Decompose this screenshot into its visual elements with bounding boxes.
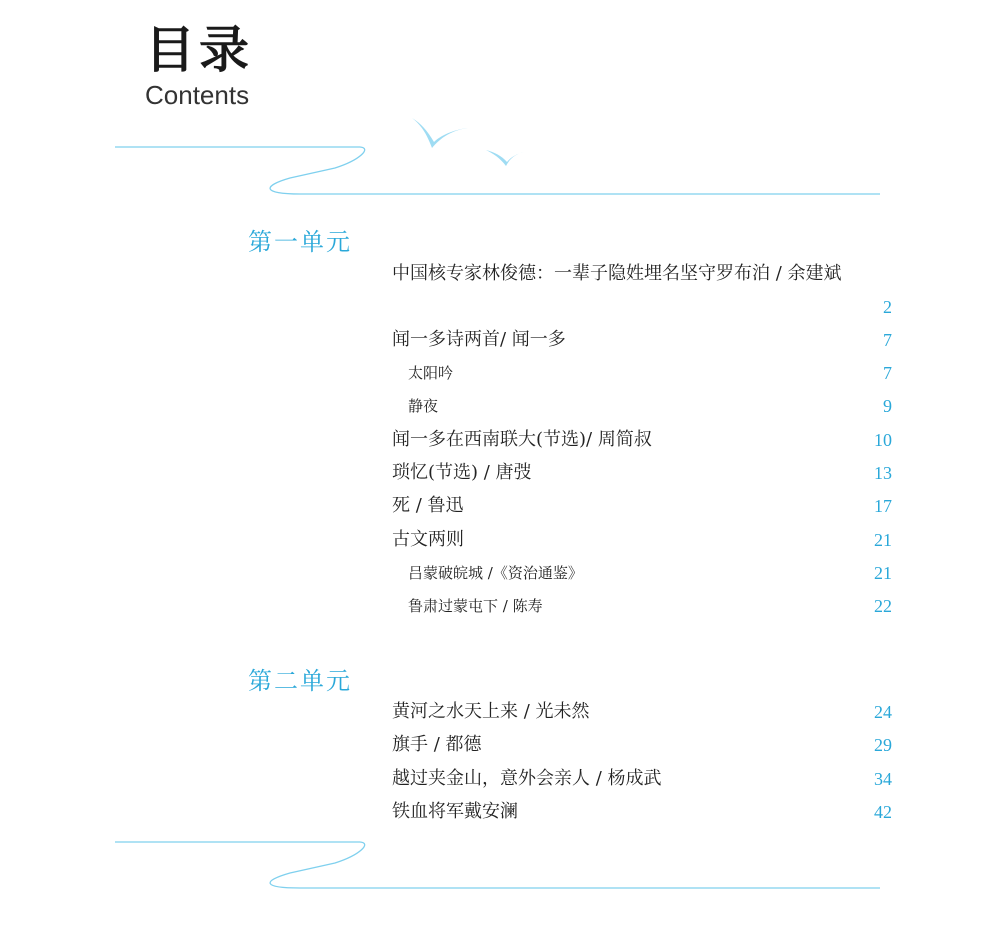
entry-page: 29 [874,735,892,755]
entry-page: 7 [883,330,892,350]
entry-title: 琐忆(节选) / 唐弢 [392,462,532,483]
toc-subentry[interactable] [392,558,892,588]
toc-entry[interactable] [392,325,892,355]
toc-entry[interactable] [392,458,892,488]
toc-entry[interactable] [392,491,892,521]
entry-title: 古文两则 [392,529,464,550]
entry-page: 10 [874,430,892,450]
toc-entry[interactable] [392,292,892,322]
entry-title: 旗手 / 都德 [392,734,482,755]
unit-heading: 第一单元 [248,228,352,256]
toc-title: 目录 [145,20,253,79]
entry-page: 2 [883,297,892,317]
entry-title: 越过夹金山，意外会亲人 / 杨成武 [392,768,662,789]
toc-entry[interactable] [392,425,892,455]
entry-title: 铁血将军戴安澜 [392,801,518,822]
entry-page: 13 [874,463,892,483]
top-wave-line [115,147,880,194]
toc-subentry[interactable] [392,358,892,388]
entry-title: 鲁肃过蒙屯下 / 陈寿 [408,597,543,615]
toc-entry[interactable] [392,525,892,555]
bird-icon [412,118,468,148]
entry-title: 吕蒙破皖城 /《资治通鉴》 [408,564,583,582]
entry-page: 17 [874,496,892,516]
entry-page: 21 [874,563,892,583]
entry-title: 闻一多诗两首/ 闻一多 [392,329,566,350]
toc-entry[interactable] [392,730,892,760]
toc-subentry[interactable] [392,391,892,421]
entry-page: 9 [883,396,892,416]
entry-page: 24 [874,702,892,722]
toc-entry[interactable] [392,797,892,827]
unit-heading: 第二单元 [248,667,352,695]
entry-title: 黄河之水天上来 / 光未然 [392,701,590,722]
entry-page: 22 [874,596,892,616]
entry-title: 中国核专家林俊德：一辈子隐姓埋名坚守罗布泊 / 余建斌 [392,263,842,284]
entry-title: 太阳吟 [408,364,454,382]
toc-entry[interactable] [392,697,892,727]
entry-title: 闻一多在西南联大(节选)/ 周简叔 [392,429,652,450]
entry-title: 静夜 [408,397,439,415]
entry-title: 死 / 鲁迅 [392,495,464,516]
entry-page: 34 [874,769,892,789]
bottom-wave-line [115,842,880,888]
toc-entry[interactable] [392,259,892,289]
bird-icon [486,150,524,166]
toc-subentry[interactable] [392,591,892,621]
entry-page: 42 [874,802,892,822]
toc-subtitle: Contents [145,80,250,110]
entry-page: 7 [883,363,892,383]
entry-page: 21 [874,530,892,550]
toc-entry[interactable] [392,764,892,794]
